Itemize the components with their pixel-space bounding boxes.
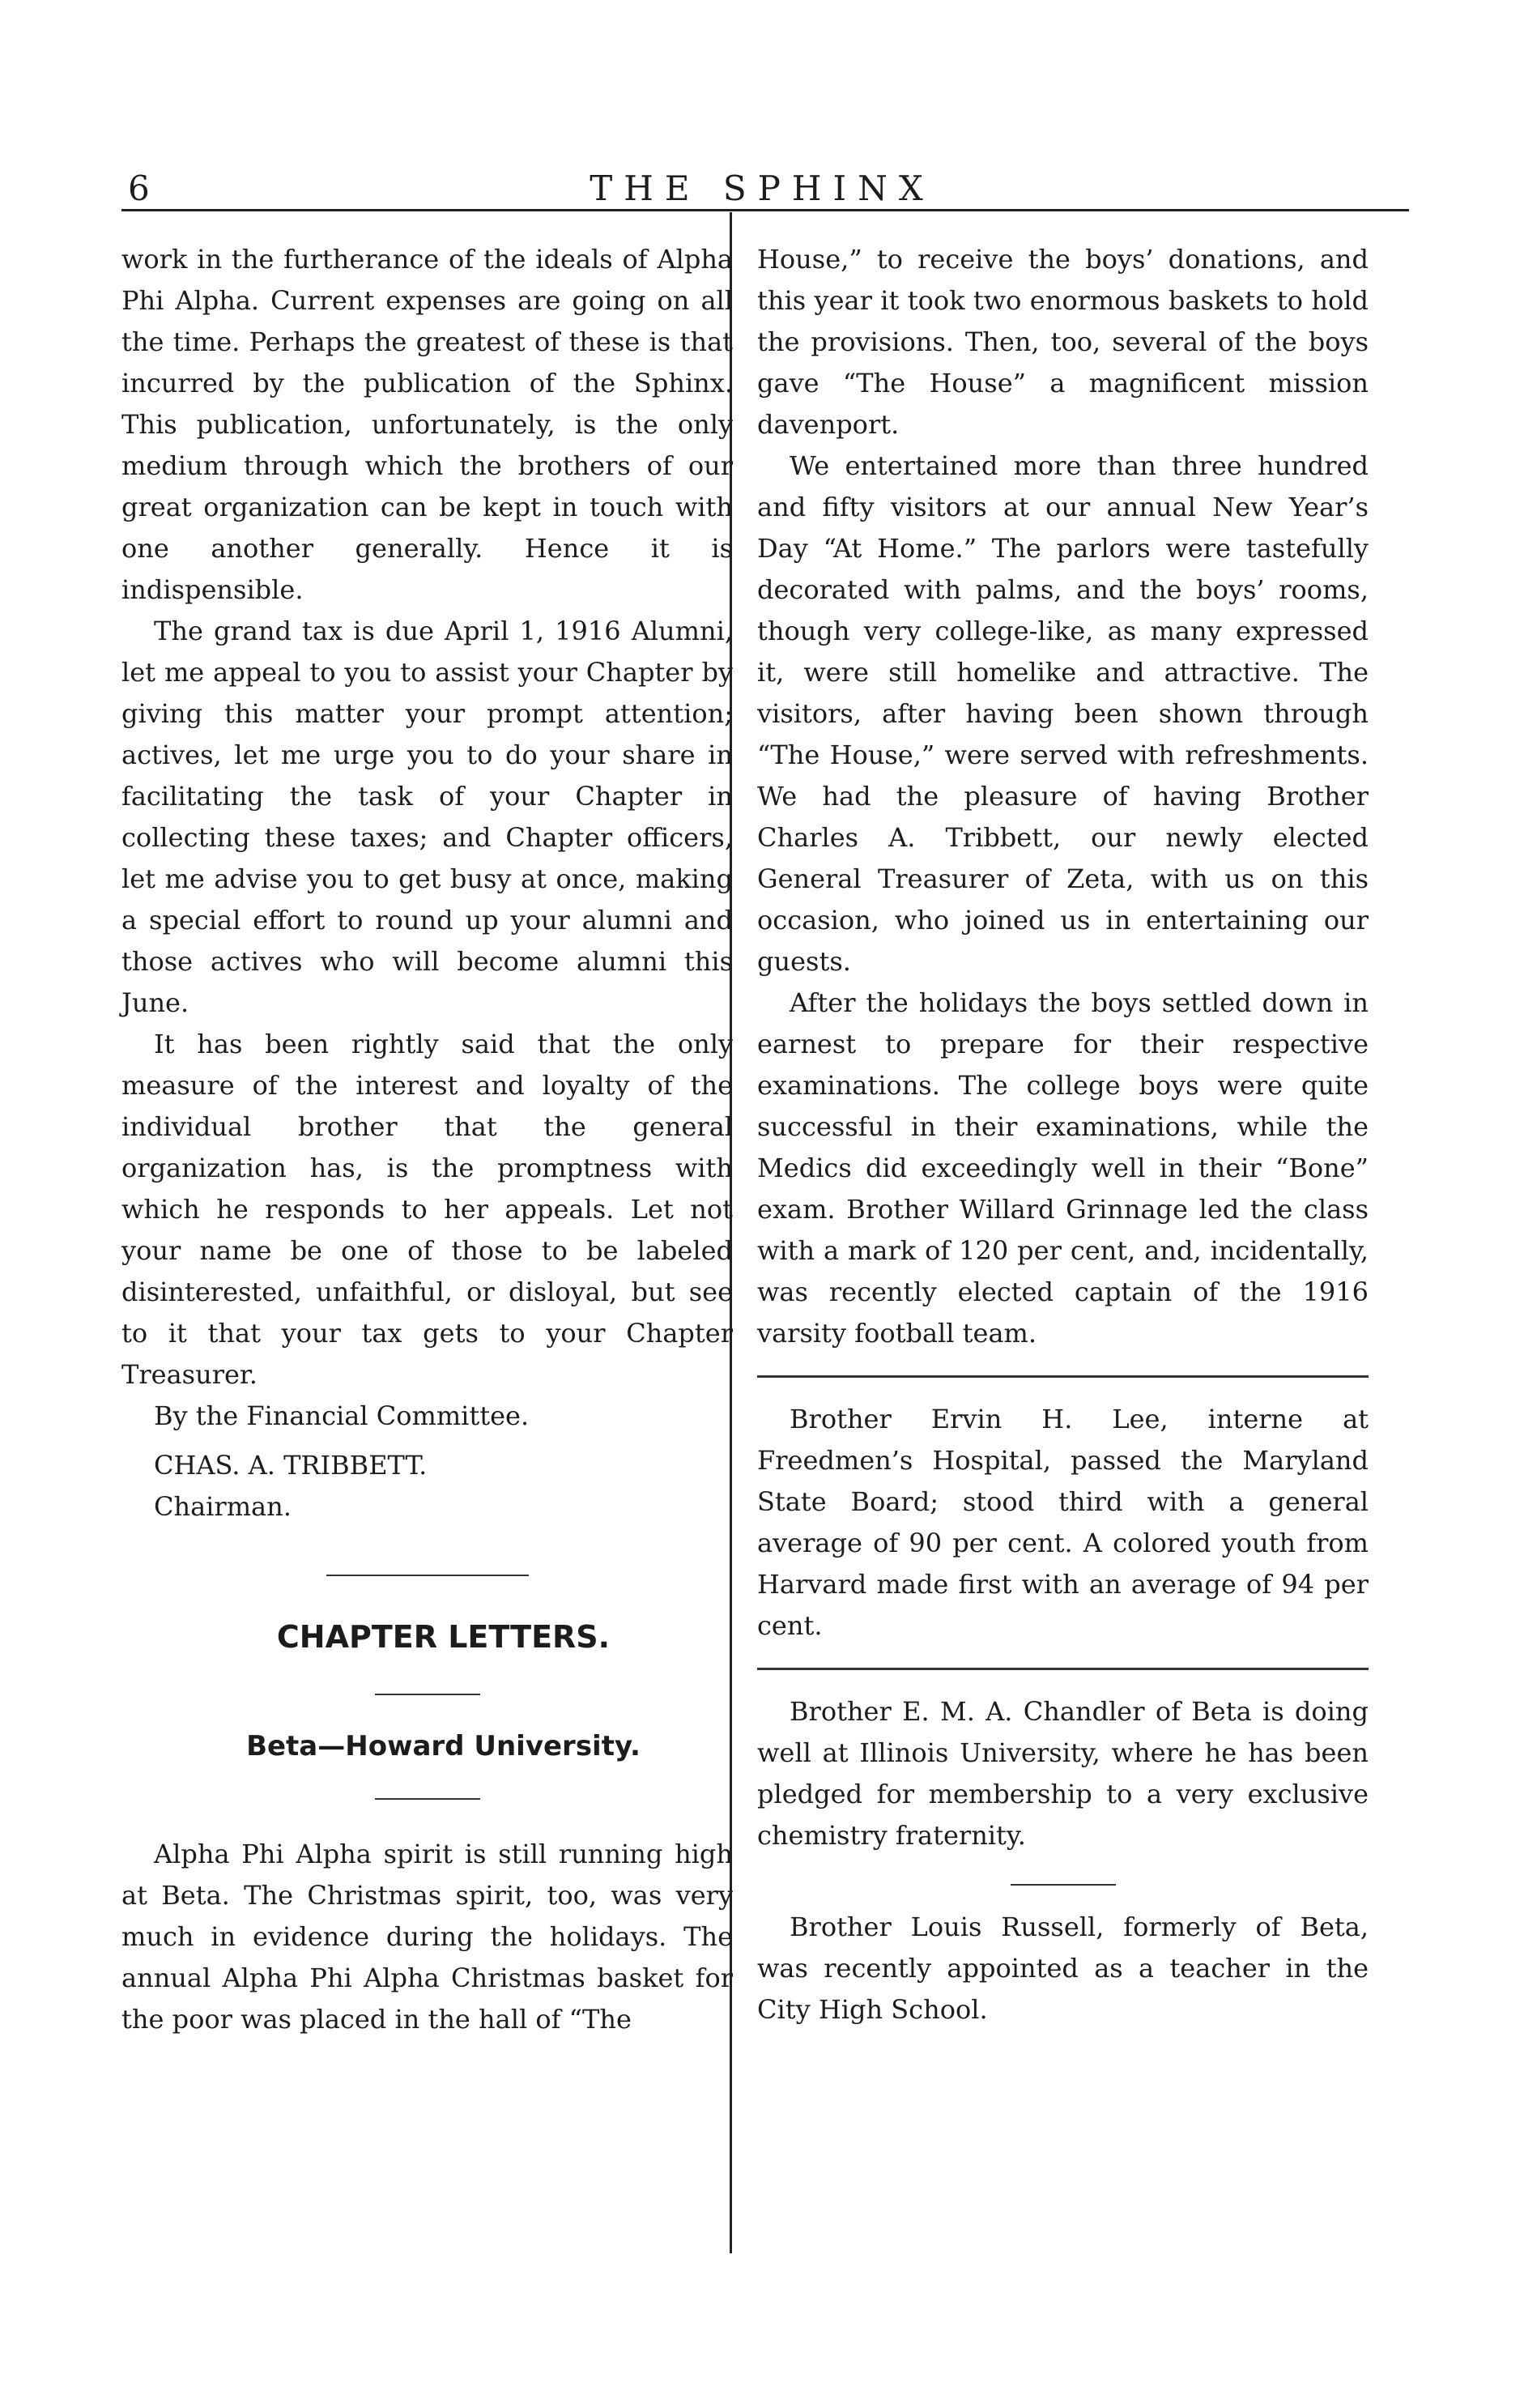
running-title: THE SPHINX — [590, 168, 934, 208]
right-paragraph-5: Brother E. M. A. Chandler of Beta is doing well at Illinois University, where he has been pledged for membership to a very exclusive chemistry fraternity. — [757, 1696, 1369, 1851]
right-paragraph-2: We entertained more than three hundred and fifty visitors at our annual New Year’s Day “At Home.” The parlors were tastefully decorated with palms, and the boys’ rooms, though very college-like, as many expressed it, were still homelike and attractive. The visitors, after having been shown through “The House,” were served with refreshments. We had the pleasure of having Brother Charles A. Tribbett, our newly elected General Treasurer of Zeta, with us on this occasion, who joined us in entertaining our guests. — [757, 450, 1369, 977]
left-paragraph-4: By the Financial Committee. — [154, 1400, 530, 1431]
right-divider-1 — [757, 1375, 1369, 1378]
right-column — [757, 239, 1369, 2031]
right-divider-3 — [1011, 1884, 1116, 1886]
section-divider — [326, 1575, 529, 1576]
right-paragraph-1: House,” to receive the boys’ donations, and this year it took two enormous baskets to hold the provisions. Then, too, several of the boys gave “The House” a magnificent mission davenport. — [757, 244, 1369, 440]
heading-divider — [375, 1694, 480, 1695]
chapter-heading: Beta—Howard University. — [246, 1730, 641, 1762]
signature-title: Chairman. — [154, 1491, 292, 1522]
right-divider-2 — [757, 1668, 1369, 1670]
section-heading: CHAPTER LETTERS. — [276, 1619, 611, 1655]
right-paragraph-6: Brother Louis Russell, formerly of Beta, was recently appointed as a teacher in the City High School. — [757, 1911, 1369, 2025]
header-rule — [121, 209, 1409, 211]
left-paragraph-2: The grand tax is due April 1, 1916 Alumni, let me appeal to you to assist your Chapter by giving this matter your prompt attention; actives, let me urge you to do your share in facilitating the task of your Chapter in collecting these taxes; and Chapter officers, let me advise you to get busy at once, making a special effort to round up your alumni and those actives who will become alumni this June. — [121, 616, 733, 1018]
left-paragraph-1: work in the furtherance of the ideals of Alpha Phi Alpha. Current expenses are going on all the time. Perhaps the greatest of these is that incurred by the publication of the Sphinx. This publication, unfortunately, is the only medium through which the brothers of our great organization can be kept in touch with one another generally. Hence it is indispensible. — [121, 244, 733, 605]
left-column — [121, 239, 733, 2040]
page-number: 6 — [128, 168, 150, 208]
left-paragraph-5: Alpha Phi Alpha spirit is still running high at Beta. The Christmas spirit, too, was very much in evidence during the holidays. The annual Alpha Phi Alpha Christmas basket for the poor was placed in the hall of “The — [121, 1839, 733, 2035]
left-paragraph-3: It has been rightly said that the only measure of the interest and loyalty of the individual brother that the general organization has, is the promptness with which he responds to her appeals. Let not your name be one of those to be labeled disinterested, unfaithful, or disloyal, but see to it that your tax gets to your Chapter Treasurer. — [121, 1029, 733, 1390]
right-paragraph-4: Brother Ervin H. Lee, interne at Freedmen’s Hospital, passed the Maryland State Board; stood third with a general average of 90 per cent. A colored youth from Harvard made first with an average of 94 per cent. — [757, 1404, 1369, 1641]
right-paragraph-3: After the holidays the boys settled down in earnest to prepare for their respective examinations. The college boys were quite successful in their examinations, while the Medics did exceedingly well in their “Bone” exam. Brother Willard Grinnage led the class with a mark of 120 per cent, and, incidentally, was recently elected captain of the 1916 varsity football team. — [757, 987, 1369, 1349]
chapter-divider — [375, 1798, 480, 1800]
signature-name: CHAS. A. TRIBBETT. — [154, 1450, 428, 1481]
